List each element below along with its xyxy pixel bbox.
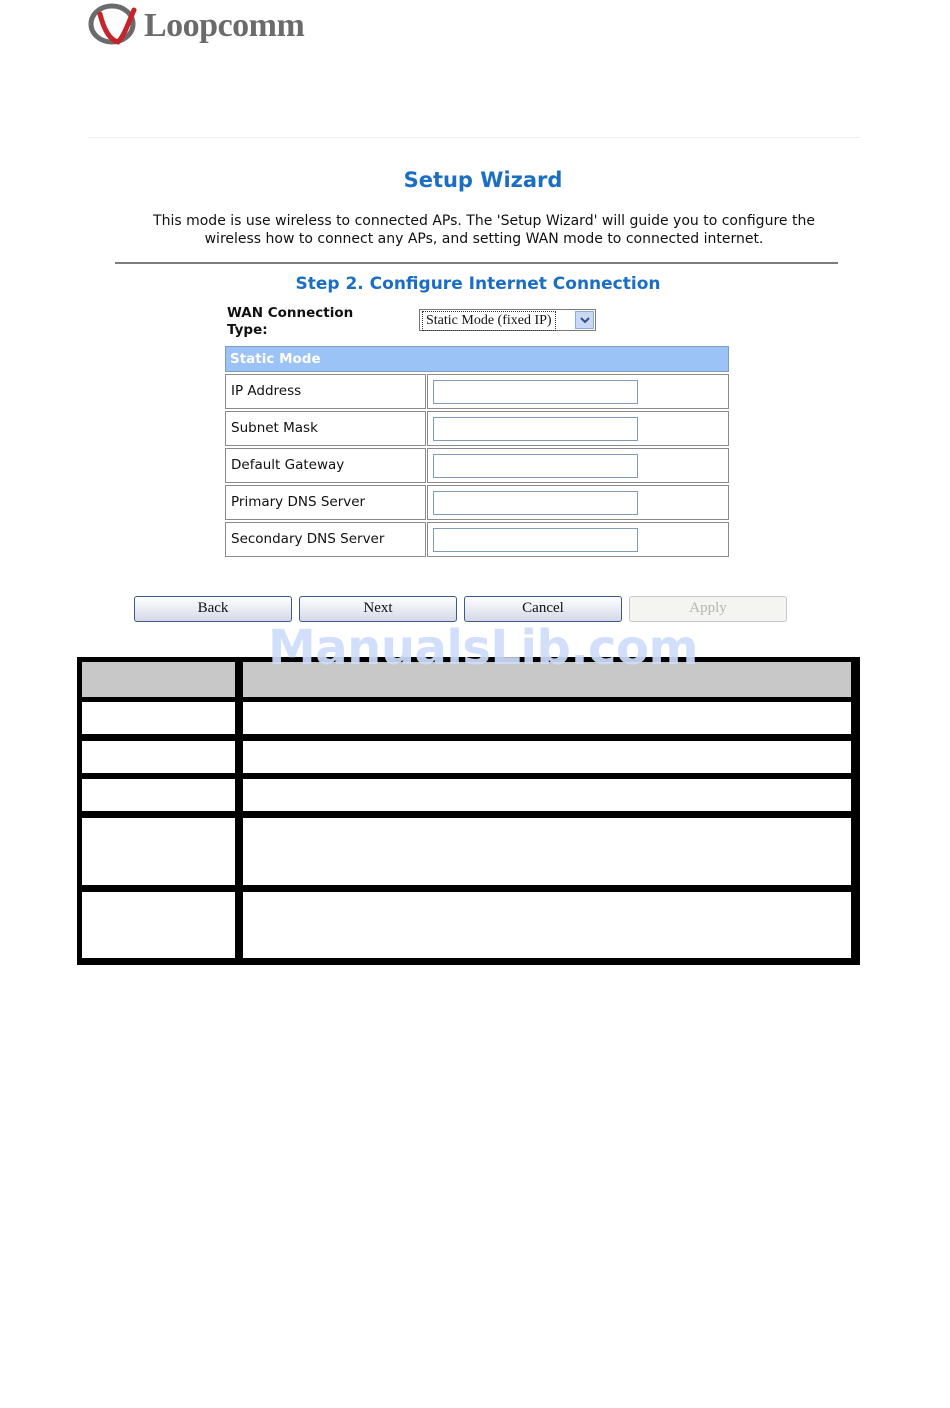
table-cell	[82, 741, 235, 773]
ip-address-label: IP Address	[225, 374, 426, 409]
secondary-dns-cell	[427, 522, 729, 557]
table-cell	[82, 779, 235, 811]
default-gateway-row	[225, 448, 729, 483]
primary-dns-cell	[427, 485, 729, 520]
table-cell	[243, 818, 851, 885]
secondary-dns-label: Secondary DNS Server	[225, 522, 426, 557]
chevron-down-icon	[580, 317, 590, 324]
cancel-button[interactable]: Cancel	[464, 596, 622, 622]
table-header-cell-item	[82, 662, 235, 697]
wan-connection-type-select[interactable]	[419, 309, 596, 331]
loopcomm-logo	[88, 2, 328, 48]
subnet-mask-row	[225, 411, 729, 446]
table-cell	[243, 892, 851, 958]
subnet-mask-cell	[427, 411, 729, 446]
apply-button: Apply	[629, 596, 787, 622]
watermark: ManualsLib.com	[268, 620, 698, 676]
subnet-mask-input[interactable]	[433, 417, 638, 441]
default-gateway-input[interactable]	[433, 454, 638, 478]
page-title: Setup Wizard	[403, 168, 563, 192]
table-cell	[243, 779, 851, 811]
default-gateway-label: Default Gateway	[225, 448, 426, 483]
description-table	[77, 657, 860, 965]
back-button[interactable]: Back	[134, 596, 292, 622]
table-cell	[82, 702, 235, 734]
top-divider	[88, 137, 860, 138]
secondary-dns-input[interactable]	[433, 528, 638, 552]
next-button[interactable]: Next	[299, 596, 457, 622]
ip-address-row	[225, 374, 729, 409]
primary-dns-row	[225, 485, 729, 520]
wan-connection-type-label: WAN Connection Type:	[227, 305, 354, 338]
table-cell	[243, 741, 851, 773]
static-mode-header: Static Mode	[225, 346, 729, 372]
primary-dns-label: Primary DNS Server	[225, 485, 426, 520]
primary-dns-input[interactable]	[433, 491, 638, 515]
table-cell	[243, 702, 851, 734]
section-divider	[115, 262, 838, 264]
step-title: Step 2. Configure Internet Connection	[295, 274, 661, 294]
page-description: This mode is use wireless to connected APs. The 'Setup Wizard' will guide you to configure the wireless how to connect any APs, and setting WAN mode to connected internet.	[153, 213, 815, 247]
ip-address-input[interactable]	[433, 380, 638, 404]
secondary-dns-row	[225, 522, 729, 557]
dropdown-arrow-button[interactable]	[575, 311, 594, 329]
static-mode-table	[225, 346, 729, 557]
wan-connection-type-value: Static Mode (fixed IP)	[422, 311, 556, 331]
table-cell	[82, 892, 235, 958]
table-cell	[82, 818, 235, 885]
subnet-mask-label: Subnet Mask	[225, 411, 426, 446]
loopcomm-logo-mark	[88, 2, 140, 46]
default-gateway-cell	[427, 448, 729, 483]
ip-address-cell	[427, 374, 729, 409]
loopcomm-logo-text: Loopcomm	[144, 7, 305, 44]
